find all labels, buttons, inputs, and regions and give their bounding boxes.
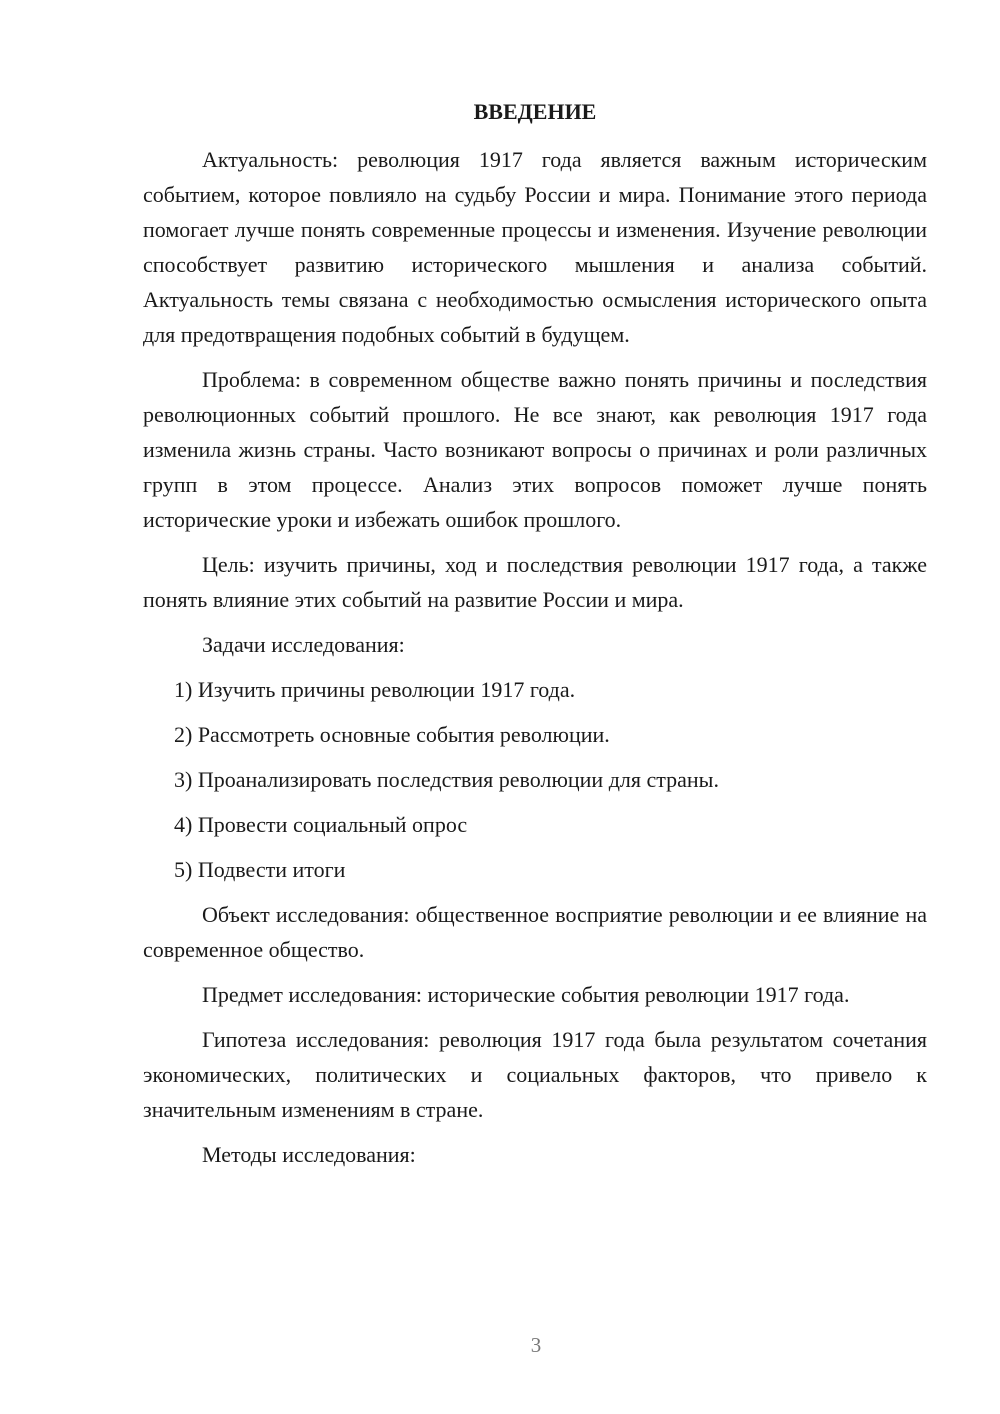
list-item: 5) Подвести итоги <box>174 857 346 882</box>
subject-paragraph: Предмет исследования: исторические события революции 1917 года. <box>202 982 850 1007</box>
page-title: ВВЕДЕНИЕ <box>473 99 597 124</box>
page-number: 3 <box>530 1333 542 1357</box>
goal-paragraph: Цель: изучить причины, ход и последствия революции 1917 года, а также понять влияние этих событий на развитие России и мира. <box>143 552 927 612</box>
list-item: 1) Изучить причины революции 1917 года. <box>174 677 576 702</box>
list-item: 2) Рассмотреть основные события революции. <box>174 722 610 747</box>
tasks-heading: Задачи исследования: <box>202 632 405 657</box>
relevance-paragraph: Актуальность: революция 1917 года является важным историческим событием, которое повлияло на судьбу России и мира. Понимание этого периода помогает лучше понять современные процессы и изменения. Изучение революции способствует развитию исторического мышления и анализа событий. Актуальность темы связана с необходимостью осмысления исторического опыта для предотвращения подобных событий в будущем. <box>143 147 927 347</box>
problem-paragraph: Проблема: в современном обществе важно понять причины и последствия революционных событий прошлого. Не все знают, как революция 1917 года изменила жизнь страны. Часто возникают вопросы о причинах и роли различных групп в этом процессе. Анализ этих вопросов поможет лучше понять исторические уроки и избежать ошибок прошлого. <box>143 367 927 532</box>
tasks-list <box>143 672 927 887</box>
list-item: 3) Проанализировать последствия революции для страны. <box>174 767 719 792</box>
hypothesis-paragraph: Гипотеза исследования: революция 1917 года была результатом сочетания экономических, политических и социальных факторов, что привело к значительным изменениям в стране. <box>143 1027 927 1122</box>
methods-heading: Методы исследования: <box>202 1142 416 1167</box>
object-paragraph: Объект исследования: общественное восприятие революции и ее влияние на современное общество. <box>143 902 927 962</box>
list-item: 4) Провести социальный опрос <box>174 812 468 837</box>
page-content <box>143 94 927 1182</box>
